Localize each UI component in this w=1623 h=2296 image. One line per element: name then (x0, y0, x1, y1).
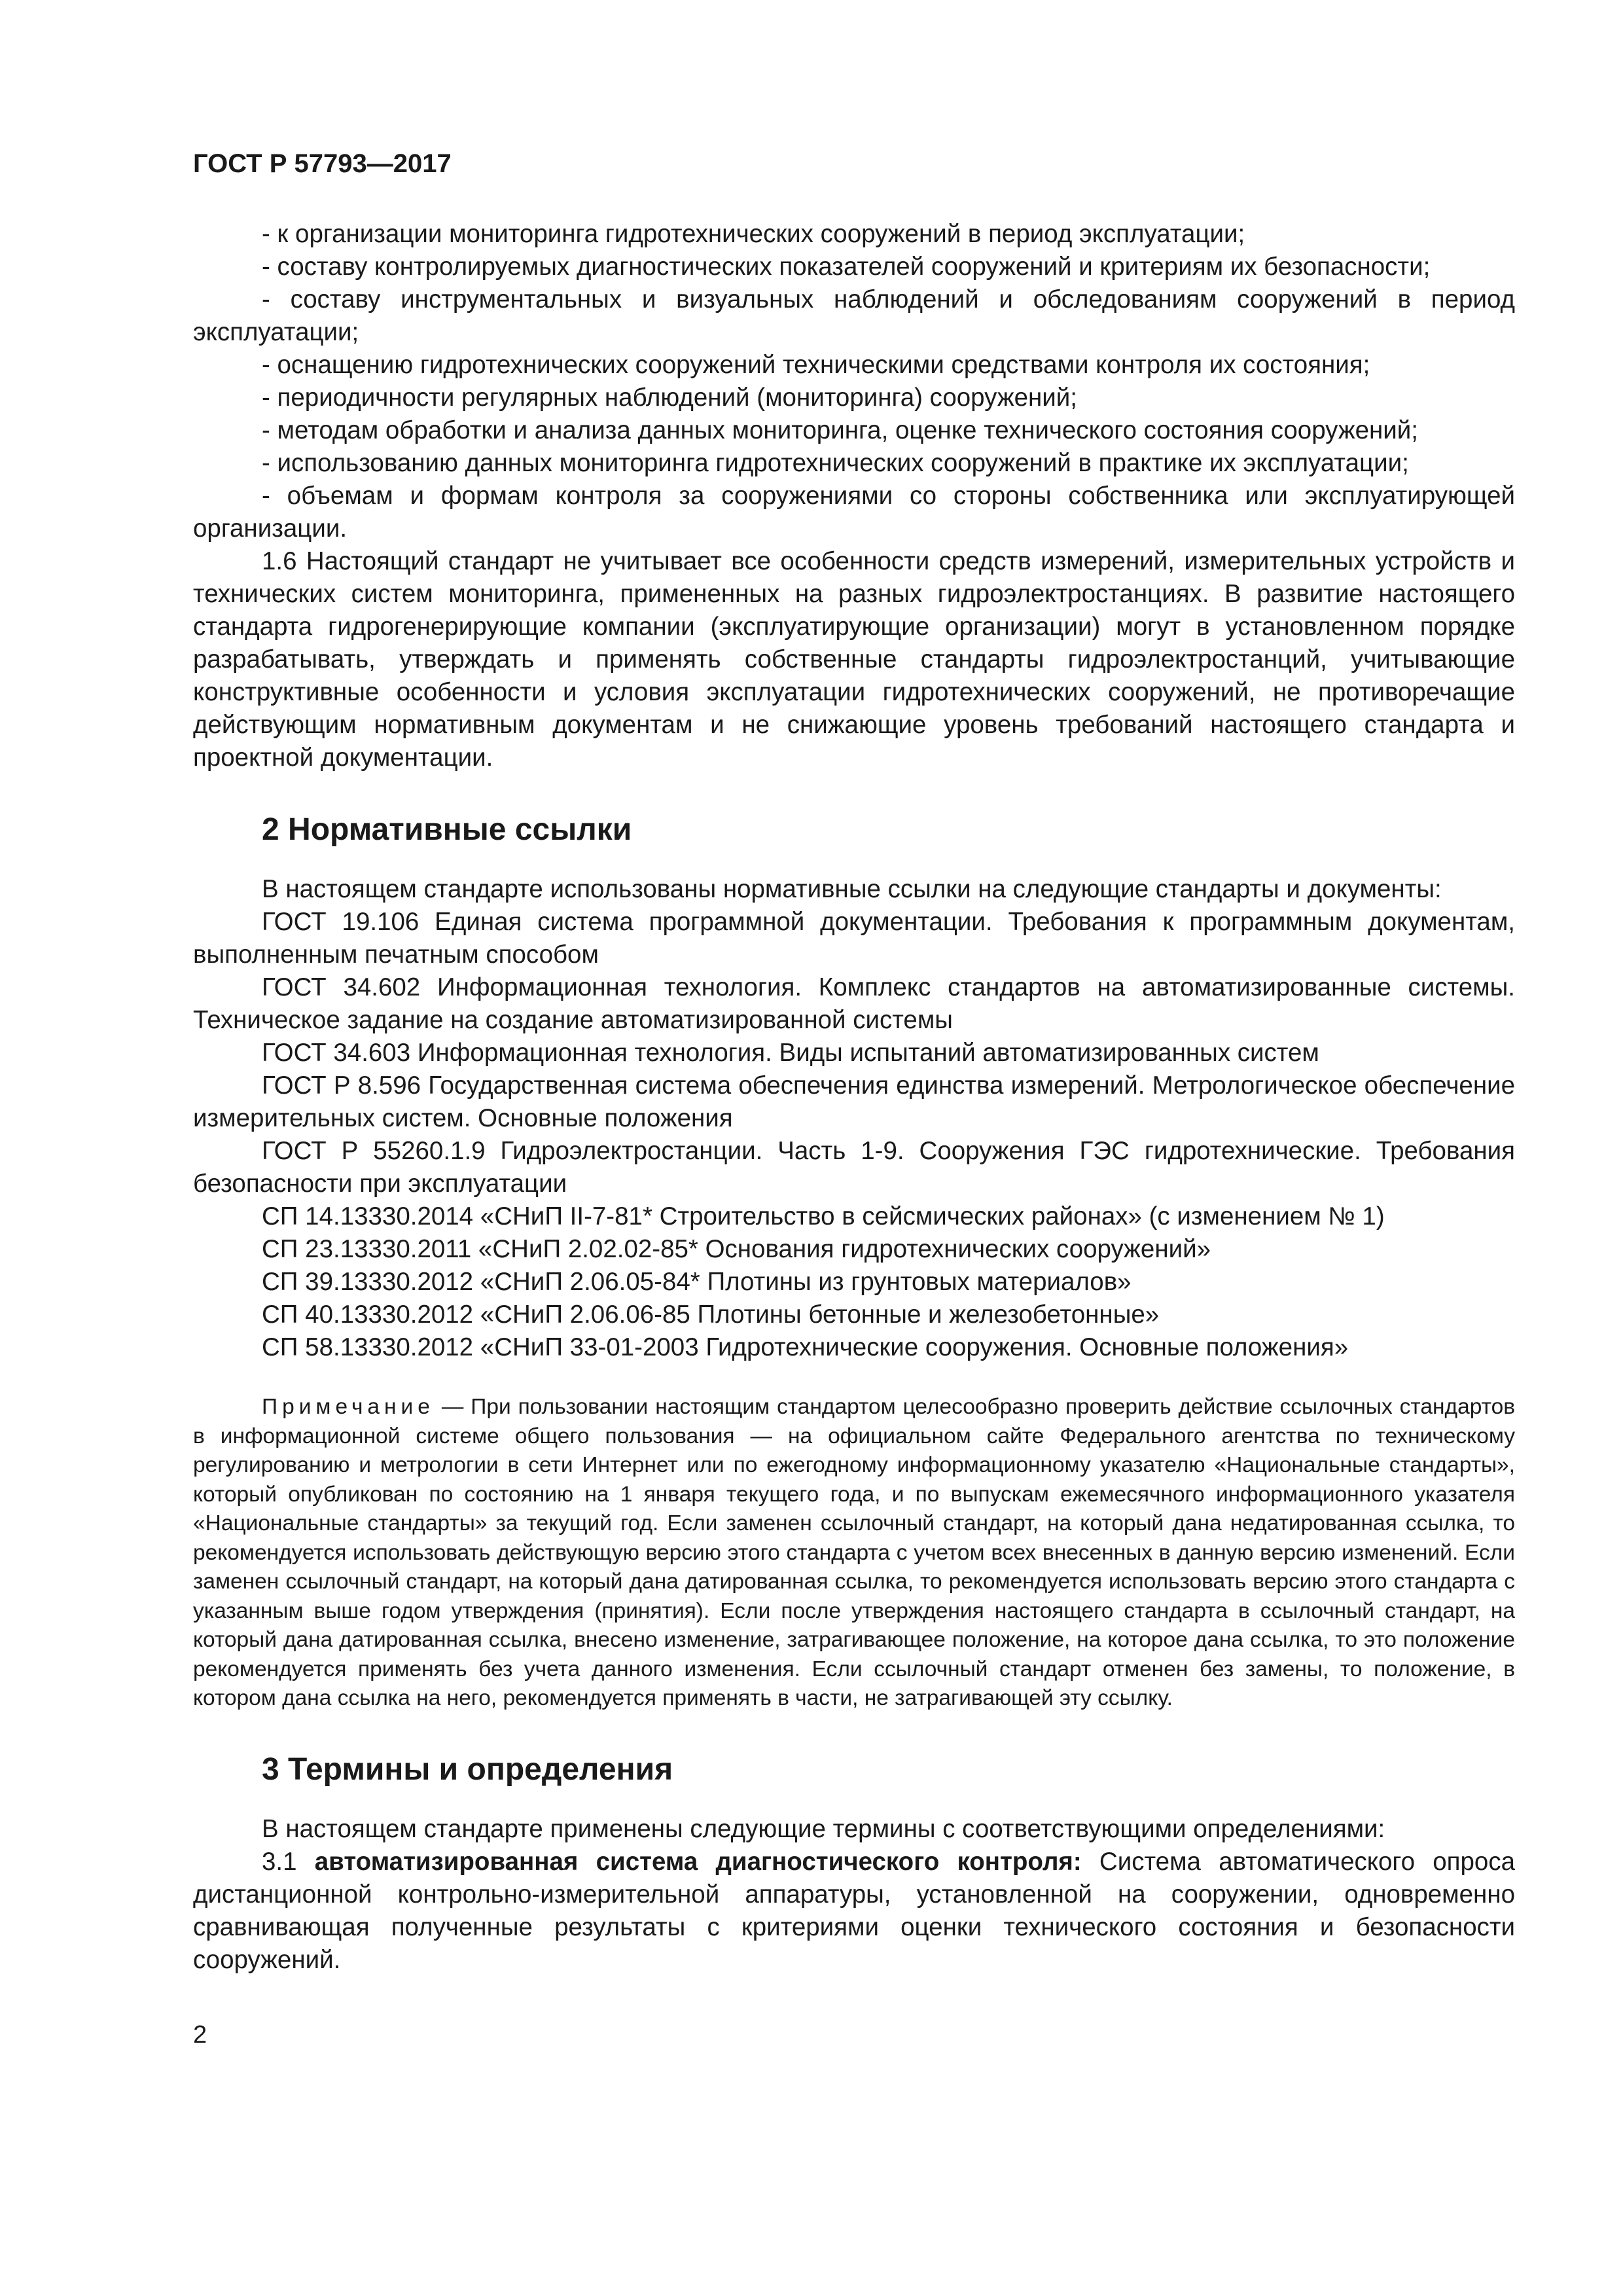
list-item: - методам обработки и анализа данных мониторинга, оценке технического состояния сооружений; (262, 416, 1418, 444)
reference-item: СП 23.13330.2011 «СНиП 2.02.02-85* Основания гидротехнических сооружений» (262, 1235, 1211, 1263)
page-number: 2 (193, 2020, 207, 2049)
note-label: Примечание (262, 1395, 435, 1419)
term-name: автоматизированная система диагностического контроля: (314, 1847, 1082, 1876)
list-item: - периодичности регулярных наблюдений (мониторинга) сооружений; (262, 384, 1077, 412)
paragraph-1-6: 1.6 Настоящий стандарт не учитывает все особенности средств измерений, измерительных устройств и технических систем мониторинга, примененных на разных гидроэлектростанциях. В развитие настоящего стандарта гидрогенерирующие компании (эксплуатирующие организации) могут в установленном порядке разрабатывать, утверждать и применять собственные стандарты гидроэлектростанций, учитывающие конструктивные особенности и условия эксплуатации гидротехнических сооружений, не противоречащие действующим нормативным документам и не снижающие уровень требований настоящего стандарта и проектной документации. (193, 547, 1515, 772)
section-3-title: 3 Термины и определения (262, 1751, 673, 1787)
document-page (193, 147, 1515, 2051)
section-2-intro: В настоящем стандарте использованы нормативные ссылки на следующие стандарты и документы: (262, 875, 1442, 903)
list-item: - объемам и формам контроля за сооружениями со стороны собственника или эксплуатирующей организации. (193, 482, 1515, 543)
note-paragraph (193, 1393, 1515, 1713)
reference-item: ГОСТ Р 8.596 Государственная система обеспечения единства измерений. Метрологическое обеспечение измерительных систем. Основные положения (193, 1071, 1515, 1132)
term-number: 3.1 (262, 1847, 315, 1876)
reference-item: ГОСТ 19.106 Единая система программной документации. Требования к программным документам, выполненным печатным способом (193, 908, 1515, 969)
list-item: - составу контролируемых диагностических показателей сооружений и критериям их безопасности; (262, 253, 1431, 281)
term-definition: Система автоматического опроса дистанционной контрольно-измерительной аппаратуры, установленной на сооружении, одновременно сравнивающая полученные результаты с критериями оценки технического состояния и безопасности сооружений. (193, 1847, 1516, 1974)
term-definition-3-1 (193, 1846, 1515, 1977)
reference-item: СП 40.13330.2012 «СНиП 2.06.06-85 Плотины бетонные и железобетонные» (262, 1300, 1160, 1329)
reference-item: ГОСТ Р 55260.1.9 Гидроэлектростанции. Часть 1-9. Сооружения ГЭС гидротехнические. Требования безопасности при эксплуатации (193, 1137, 1515, 1198)
document-header: ГОСТ Р 57793—2017 (193, 149, 452, 178)
section-3-intro: В настоящем стандарте применены следующие термины с соответствующими определениями: (262, 1814, 1385, 1843)
reference-item: СП 39.13330.2012 «СНиП 2.06.05-84* Плотины из грунтовых материалов» (262, 1268, 1132, 1296)
list-item: - оснащению гидротехнических сооружений техническими средствами контроля их состояния; (262, 351, 1370, 379)
list-item: - составу инструментальных и визуальных наблюдений и обследованиям сооружений в период эксплуатации; (193, 285, 1515, 346)
section-2-title: 2 Нормативные ссылки (262, 812, 632, 847)
reference-item: ГОСТ 34.603 Информационная технология. Виды испытаний автоматизированных систем (262, 1039, 1319, 1067)
reference-item: СП 58.13330.2012 «СНиП 33-01-2003 Гидротехнические сооружения. Основные положения» (262, 1333, 1349, 1361)
reference-item: СП 14.13330.2014 «СНиП II-7-81* Строительство в сейсмических районах» (с изменением № 1) (262, 1202, 1385, 1230)
reference-item: ГОСТ 34.602 Информационная технология. Комплекс стандартов на автоматизированные системы. Техническое задание на создание автоматизированной системы (193, 973, 1515, 1034)
note-text: — При пользовании настоящим стандартом целесообразно проверить действие ссылочных стандартов в информационной системе общего пользования — на официальном сайте Федерального агентства по техническому регулированию и метрологии в сети Интернет или по ежегодному информационному указателю «Национальные стандарты», который опубликован по состоянию на 1 января текущего года, и по выпускам ежемесячного информационного указателя «Национальные стандарты» за текущий год. Если заменен ссылочный стандарт, на который дана недатированная ссылка, то рекомендуется использовать действующую версию этого стандарта с учетом всех внесенных в данную версию изменений. Если заменен ссылочный стандарт, на который дана датированная ссылка, то рекомендуется использовать версию этого стандарта с указанным выше годом утверждения (принятия). Если после утверждения настоящего стандарта в ссылочный стандарт, на который дана датированная ссылка, внесено изменение, затрагивающее положение, на которое дана ссылка, то это положение рекомендуется применять без учета данного изменения. Если ссылочный стандарт отменен без замены, то положение, в котором дана ссылка на него, рекомендуется применять в части, не затрагивающей эту ссылку. (193, 1395, 1515, 1710)
list-item: - использованию данных мониторинга гидротехнических сооружений в практике их эксплуатации; (262, 449, 1409, 477)
list-item: - к организации мониторинга гидротехнических сооружений в период эксплуатации; (262, 220, 1245, 248)
